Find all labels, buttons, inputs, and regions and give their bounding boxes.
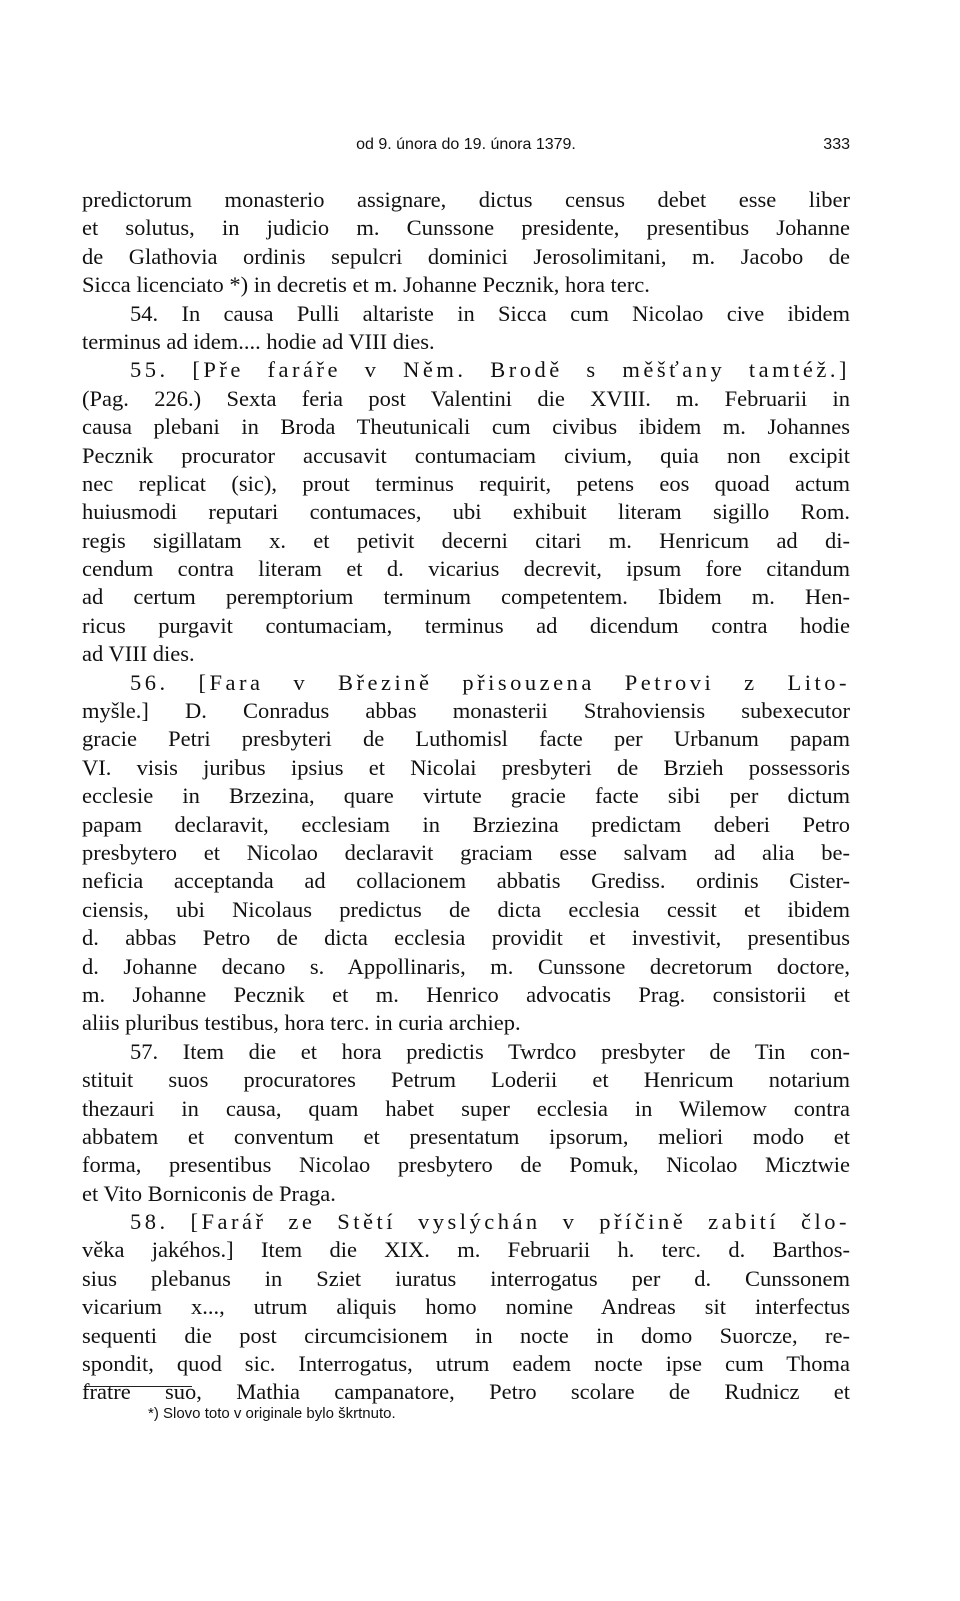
body-text <box>82 186 850 1407</box>
text-line: ciensis, ubi Nicolaus predictus de dicta ecclesia cessit et ibidem <box>82 896 850 922</box>
text-line: ricus purgavit contumaciam, terminus ad dicendum contra hodie <box>82 612 850 638</box>
text-line: papam declaravit, ecclesiam in Brziezina predictam deberi Petro <box>82 811 850 837</box>
text-line: spondit, quod sic. Interrogatus, utrum eadem nocte ipse cum Thoma <box>82 1351 850 1377</box>
text-line: et Vito Borniconis de Praga. <box>82 1180 336 1206</box>
running-head <box>82 133 850 157</box>
text-line: 54. In causa Pulli altariste in Sicca cum Nicolao cive ibidem <box>130 300 850 326</box>
text-line: d. Johanne decano s. Appollinaris, m. Cunssone decretorum doctore, <box>82 953 850 979</box>
text-line: nec replicat (sic), prout terminus requirit, petens eos quoad actum <box>82 470 850 496</box>
text-line: 57. Item die et hora predictis Twrdco presbyter de Tin con- <box>130 1038 850 1064</box>
text-line: fratre suo, Mathia campanatore, Petro scolare de Rudnicz et <box>82 1379 850 1405</box>
text-line: vicarium x..., utrum aliquis homo nomine Andreas sit interfectus <box>82 1294 850 1320</box>
text-line: regis sigillatam x. et petivit decerni citari m. Henricum ad di- <box>82 527 850 553</box>
footnote: *) Slovo toto v originale bylo škrtnuto. <box>148 1405 396 1422</box>
text-line: predictorum monasterio assignare, dictus census debet esse liber <box>82 187 850 212</box>
text-line: ad certum peremptorium terminum competentem. Ibidem m. Hen- <box>82 584 850 610</box>
text-line: Sicca licenciato *) in decretis et m. Johanne Pecznik, hora terc. <box>82 272 650 298</box>
text-line: presbytero et Nicolao declaravit graciam esse salvam ad alia be- <box>82 839 850 865</box>
running-title: od 9. února do 19. února 1379. <box>356 136 576 153</box>
text-line: neficia acceptanda ad collacionem abbatis Grediss. ordinis Cister- <box>82 868 850 894</box>
text-line: 56. [Fara v Březině přisouzena Petrovi z Lito- <box>130 669 850 695</box>
text-line: et solutus, in judicio m. Cunssone presidente, presentibus Johanne <box>82 215 850 241</box>
page-number: 333 <box>823 136 850 153</box>
text-line: m. Johanne Pecznik et m. Henrico advocatis Prag. consistorii et <box>82 981 850 1007</box>
text-line: aliis pluribus testibus, hora terc. in curia archiep. <box>82 1010 521 1036</box>
text-line: thezauri in causa, quam habet super ecclesia in Wilemow contra <box>82 1095 850 1121</box>
text-line: huiusmodi reputari contumaces, ubi exhibuit literam sigillo Rom. <box>82 499 850 525</box>
text-line: gracie Petri presbyteri de Luthomisl facte per Urbanum papam <box>82 726 850 752</box>
text-line: ecclesie in Brzezina, quare virtute gracie facte sibi per dictum <box>82 783 850 809</box>
text-line: causa plebani in Broda Theutunicali cum civibus ibidem m. Johannes <box>82 414 850 440</box>
text-line: ad VIII dies. <box>82 641 195 667</box>
text-line: abbatem et conventum et presentatum ipsorum, meliori modo et <box>82 1123 850 1149</box>
text-line: d. abbas Petro de dicta ecclesia providit et investivit, presentibus <box>82 925 850 951</box>
text-line: VI. visis juribus ipsius et Nicolai presbyteri de Brzieh possessoris <box>82 754 850 780</box>
text-line: 55. [Pře faráře v Něm. Brodě s měšťany tamtéž.] <box>130 357 850 383</box>
text-line: sius plebanus in Sziet iuratus interrogatus per d. Cunssonem <box>82 1265 850 1291</box>
text-line: de Glathovia ordinis sepulcri dominici Jerosolimitani, m. Jacobo de <box>82 243 850 269</box>
text-line: forma, presentibus Nicolao presbytero de Pomuk, Nicolao Micztwie <box>82 1152 850 1178</box>
text-line: věka jakéhos.] Item die XIX. m. Februarii h. terc. d. Barthos- <box>82 1237 850 1263</box>
text-line: cendum contra literam et d. vicarius decrevit, ipsum fore citandum <box>82 556 850 582</box>
text-line: 58. [Farář ze Stětí vyslýchán v příčině zabití člo- <box>130 1209 850 1235</box>
text-line: (Pag. 226.) Sexta feria post Valentini die XVIII. m. Februarii in <box>82 385 850 411</box>
text-line: stituit suos procuratores Petrum Loderii et Henricum notarium <box>82 1067 850 1093</box>
text-line: myšle.] D. Conradus abbas monasterii Strahoviensis subexecutor <box>82 698 850 724</box>
text-line: Pecznik procurator accusavit contumaciam civium, quia non excipit <box>82 442 850 468</box>
text-line: terminus ad idem.... hodie ad VIII dies. <box>82 328 435 354</box>
footnote-rule <box>84 1386 192 1387</box>
text-line: sequenti die post circumcisionem in nocte in domo Suorcze, re- <box>82 1322 850 1348</box>
